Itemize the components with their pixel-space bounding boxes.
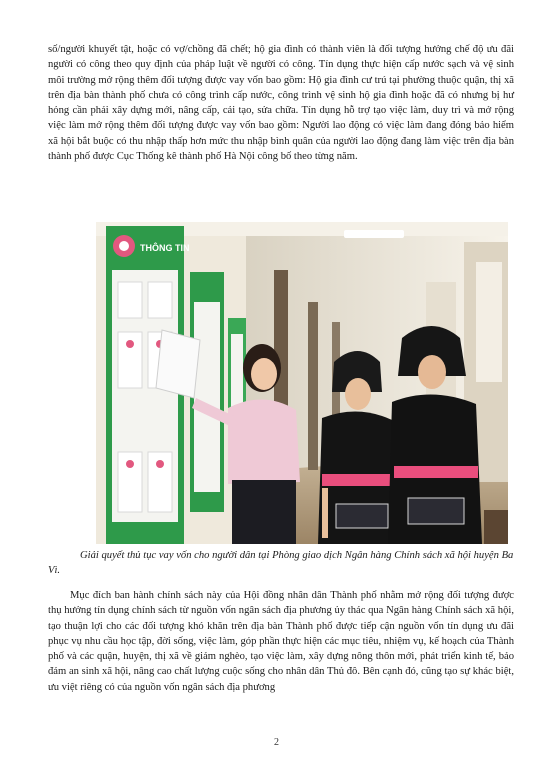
page-number: 2 [274, 737, 279, 748]
body-paragraph-2: Mục đích ban hành chính sách này của Hội đồng nhân dân Thành phố nhằm mở rộng đối tượng được thụ hưởng tín dụng chính sách từ nguồn vốn ngân sách địa phương ủy thác qua Ngân hàng Chính sách xã hội, tạo thuận lợi cho các đối tượng khó khăn trên địa bàn Thành phố được tiếp cận nguồn vốn tín dụng ưu đãi phục vụ nhu cầu học tập, đời sống, việc làm, góp phần thực hiện các mục tiêu, nhiệm vụ, kế hoạch của Thành phố và các quận, huyện, thị xã về giảm nghèo, tạo việc làm, xây dựng nông thôn mới, phát triển kinh tế, bảo đảm an sinh xã hội, nâng cao chất lượng cuộc sống cho nhân dân Thủ đô. Bên cạnh đó, cũng tạo sự khác biệt, ưu việt riêng có của nguồn vốn ngân sách địa phương [48, 590, 514, 693]
board-sign-text: THÔNG TIN [140, 243, 190, 253]
photo-loan-procedure [96, 222, 508, 544]
photo-caption: Giải quyết thủ tục vay vốn cho người dân tại Phòng giao dịch Ngân hàng Chính sách xã hội huyện Ba Vì. [48, 550, 514, 577]
body-paragraph-1: số/người khuyết tật, hoặc có vợ/chồng đã chết; hộ gia đình có thành viên là đối tượng hưởng chế độ ưu đãi người có công theo quy định của pháp luật về người có công. Tín dụng thực hiện cấp nước sạch và vệ sinh môi trường mở rộng thêm đối tượng được vay vốn bao gồm: Hộ gia đình cư trú tại phường thuộc quận, thị xã trên địa bàn thành phố chưa có công trình cấp nước, công trình vệ sinh hộ gia đình hoặc đã có nhưng bị hư hỏng cần phải xây dựng mới, nâng cấp, cải tạo, sửa chữa. Tín dụng hỗ trợ tạo việc làm, duy trì và mở rộng việc làm mở rộng thêm đối tượng được vay vốn bao gồm: Người lao động có việc làm đang đóng bảo hiểm xã hội bắt buộc có thu nhập thấp hơn mức thu nhập bình quân của người lao động đang làm việc trên địa bàn thành phố được Cục Thống kê thành phố Hà Nội công bố theo từng năm. [48, 44, 514, 163]
